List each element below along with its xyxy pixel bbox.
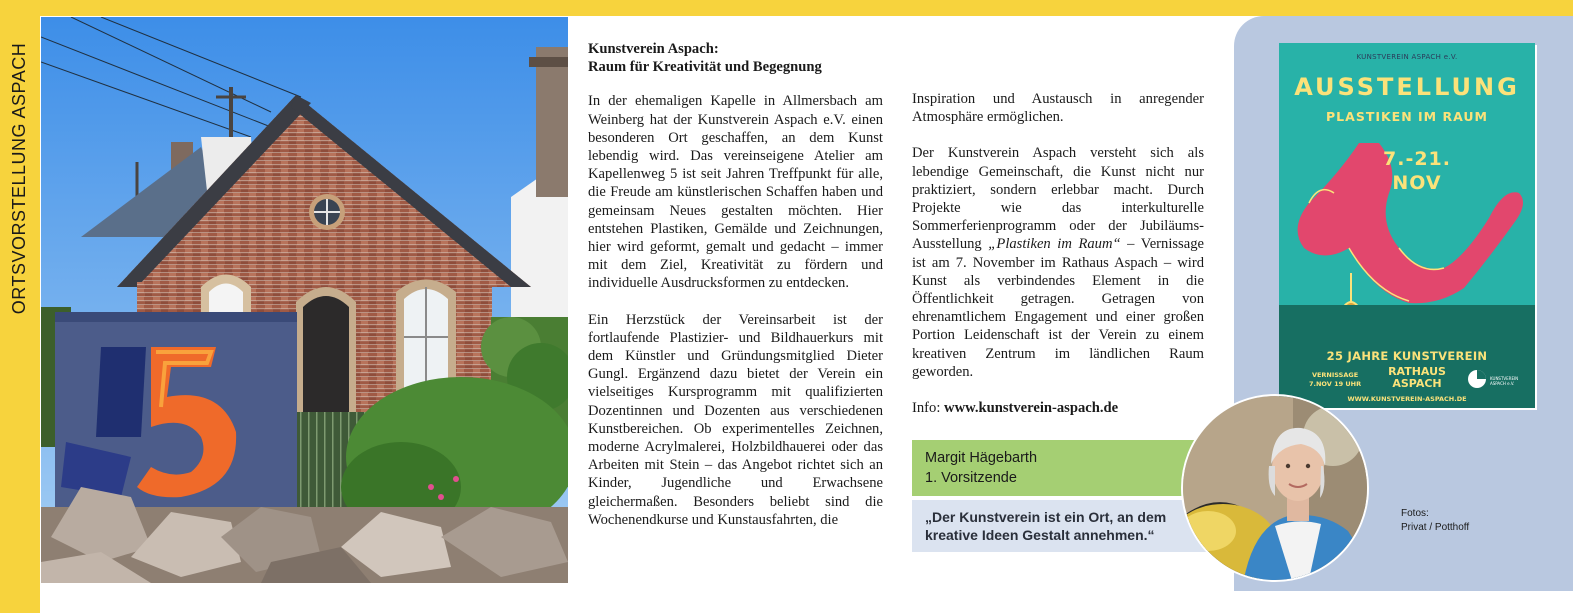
poster-date (1367, 147, 1467, 195)
name-box (912, 440, 1222, 496)
paragraph-4-end: – Vernissage ist am 7. November im Rathaus Aspach – wird Kunst als verbindendes Element in die Öffentlichkeit getragen. Getragen von ehrenamtlichem Engagement und einer großen Portion Leidenschaft ist der Verein zu einem kreativen Zentrum im ländlichen Raum geworden. (912, 236, 1204, 380)
poster-vernissage-line-2: 7.NOV 19 UHR (1309, 380, 1362, 388)
poster-vernissage (1309, 371, 1361, 389)
headline-line-1: Kunstverein Aspach: (588, 41, 719, 57)
poster-title: AUSSTELLUNG (1294, 73, 1520, 101)
poster-subtitle: PLASTIKEN IM RAUM (1326, 109, 1488, 124)
poster-logo-text: KUNSTVEREIN ASPACH e.V. (1490, 376, 1519, 386)
exhibition-poster (1279, 43, 1535, 408)
person-name: Margit Hägebarth (925, 450, 1038, 466)
chapel-photo (41, 17, 568, 583)
poster-jubilee: 25 JAHRE KUNSTVEREIN (1326, 349, 1488, 363)
top-accent-bar (0, 0, 1573, 16)
info-line (912, 399, 1204, 417)
info-url-link[interactable]: www.kunstverein-aspach.de (944, 400, 1119, 417)
article-headline (588, 40, 883, 76)
section-label-text: ORTSVORSTELLUNG ASPACH (9, 42, 30, 314)
paragraph-4-start: Der Kunstverein Aspach versteht sich als lebendige Gemeinschaft, die Kunst nicht nur praktiziert, sondern erlebbar macht. Durch Projekte wie das interkulturelle Sommerferienprogramm oder der Jubiläums-Ausstellung (912, 145, 1204, 253)
paragraph-3: Inspiration und Austausch in anregender Atmosphäre ermöglichen. (912, 91, 1204, 126)
poster-org: KUNSTVEREIN ASPACH e.V. (1356, 53, 1458, 61)
person-quote: „Der Kunstverein ist ein Ort, an dem kreative Ideen Gestalt annehmen.“ (925, 509, 1167, 543)
poster-vernissage-line-1: VERNISSAGE (1311, 371, 1359, 379)
photo-credit (1401, 507, 1469, 535)
poster-venue (1381, 366, 1453, 390)
paragraph-1: In der ehemaligen Kapelle in Allmersbach am Weinberg hat der Kunstverein Aspach e.V. einen besonderen Ort geschaffen, an dem Kunst lebendig wird. Das vereinseigene Atelier am Kapellenweg 5 ist seit Jahren Treffpunkt für alle, die Freude am künstlerischen Schaffen haben und gemeinsam Neues gestalten möchten. Hier entstehen Plastiken, Gemälde und Zeichnungen, hier wird geformt, gemalt und gedacht – immer mit dem Ziel, Kreativität zu fördern und individuelle Ausdrucksformen zu entdecken. (588, 93, 883, 292)
paragraph-2: Ein Herzstück der Vereinsarbeit ist der fortlaufende Plastizier- und Bildhauerkurs mit dem Künstler und Gründungsmitglied Dieter Gungl. Ergänzend dazu bietet der Verein ein vielseitiges Kursprogramm mit qualifizierten Dozentinnen und Dozenten aus verschiedenen Kunstbereichen. Ob experimentelles Zeichnen, moderne Acrylmalerei, Holzbildhauerei oder das Arbeiten mit Stein – das Angebot richtet sich an Kinder, Jugendliche und Erwachsene gleichermaßen. Besonders beliebt sind die Wochenendkurse und Kunstausfahrten, die (588, 311, 883, 528)
article-column-1 (588, 40, 883, 547)
headline-line-2: Raum für Kreativität und Begegnung (588, 59, 822, 76)
poster-date-line-1: 7.-21. (1383, 148, 1451, 170)
poster-venue-line-2: ASPACH (1392, 377, 1442, 390)
photo-credit-line-1: Fotos: (1401, 508, 1429, 519)
article-column-2 (912, 90, 1204, 435)
info-label: Info: (912, 400, 945, 417)
exhibition-title: „Plastiken im Raum“ (988, 236, 1121, 253)
person-role: 1. Vorsitzende (925, 470, 1017, 486)
poster-url: WWW.KUNSTVEREIN-ASPACH.DE (1347, 395, 1467, 403)
section-label (2, 38, 38, 318)
poster-date-line-2: NOV (1392, 172, 1442, 194)
portrait-photo (1181, 394, 1369, 582)
paragraph-4 (912, 144, 1204, 381)
kunstverein-logo-icon (1467, 369, 1487, 389)
photo-credit-line-2: Privat / Potthoff (1401, 522, 1470, 533)
poster-venue-line-1: RATHAUS (1388, 365, 1446, 378)
